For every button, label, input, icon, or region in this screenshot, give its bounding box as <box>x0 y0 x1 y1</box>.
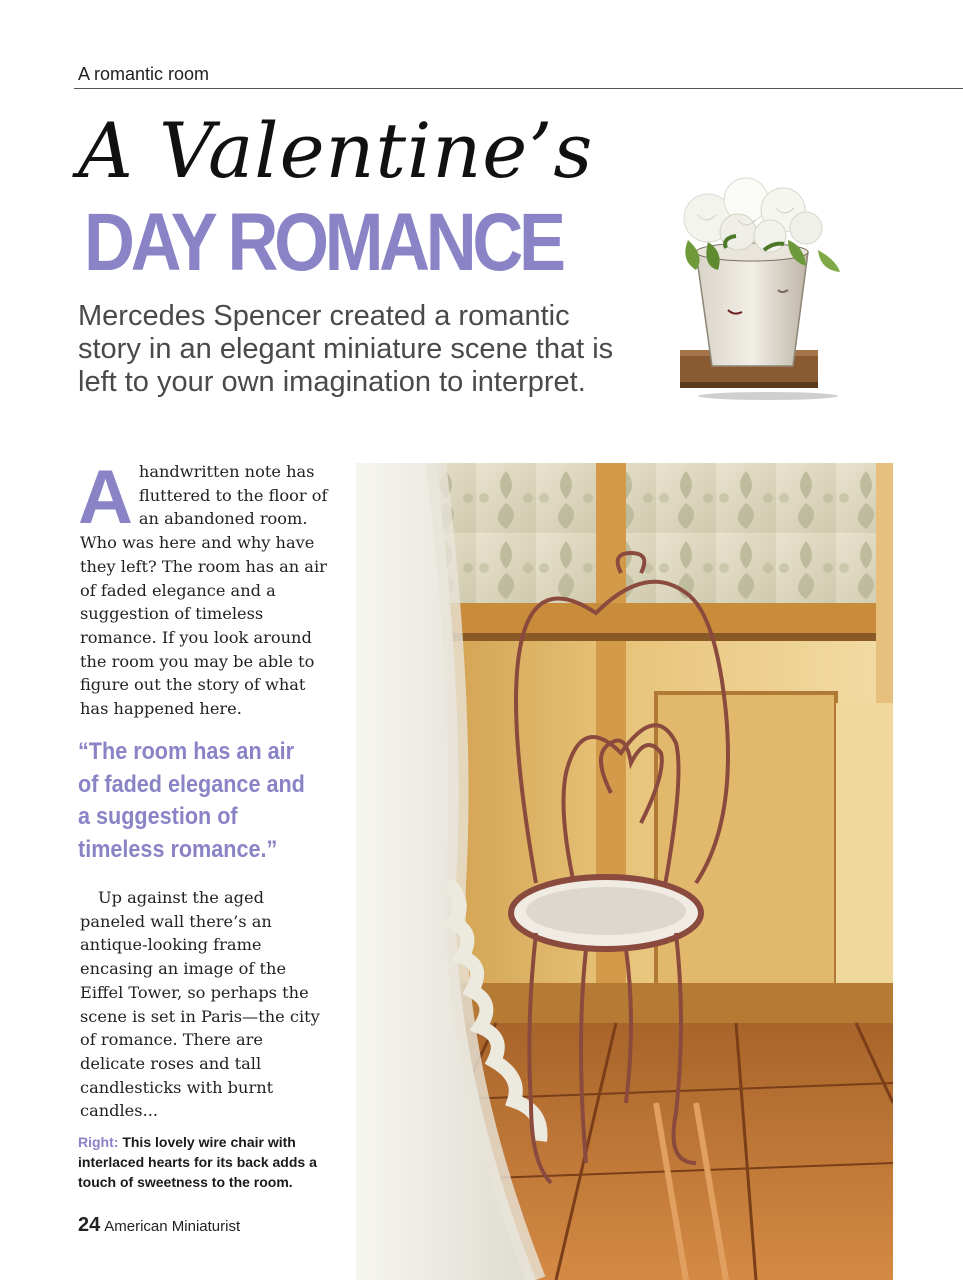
page-number: 24 <box>78 1214 101 1236</box>
paragraph-1-text: handwritten note has fluttered to the floor of an abandoned room. Who was here and why have they left? The room has an air of faded elegance and a suggestion of timeless romance. If you look around the room you may be able to figure out the story of what has happened here. <box>80 462 328 719</box>
rose-vase-image <box>668 170 848 400</box>
caption-text: This lovely wire chair with interlaced hearts for its back adds a touch of sweetness to the room. <box>78 1134 317 1190</box>
pull-quote: “The room has an air of faded elegance and a suggestion of timeless romance.” <box>78 738 305 863</box>
title-main-line: DAY ROMANCE <box>84 197 562 288</box>
article-paragraph-2: Up against the aged paneled wall there’s an antique-looking frame encasing an image of the Eiffel Tower, so perhaps the scene is set in Paris—the city of romance. There are delicate roses and tall candlesticks with burnt candles... <box>80 888 320 1121</box>
photo-caption <box>78 1132 340 1192</box>
title-script-line: A Valentine’s <box>78 106 594 195</box>
page-footer <box>78 1214 240 1237</box>
publication-name: American Miniaturist <box>104 1218 241 1235</box>
wire-chair-photo <box>356 463 893 1280</box>
section-label: A romantic room <box>78 64 210 84</box>
caption-lead: Right: <box>78 1134 119 1150</box>
drop-cap: A <box>78 455 133 540</box>
deck-intro: Mercedes Spencer created a romantic story in an elegant miniature scene that is left to your own imagination to interpret. <box>78 300 614 398</box>
section-divider <box>74 88 963 89</box>
article-paragraph-1 <box>78 455 330 721</box>
